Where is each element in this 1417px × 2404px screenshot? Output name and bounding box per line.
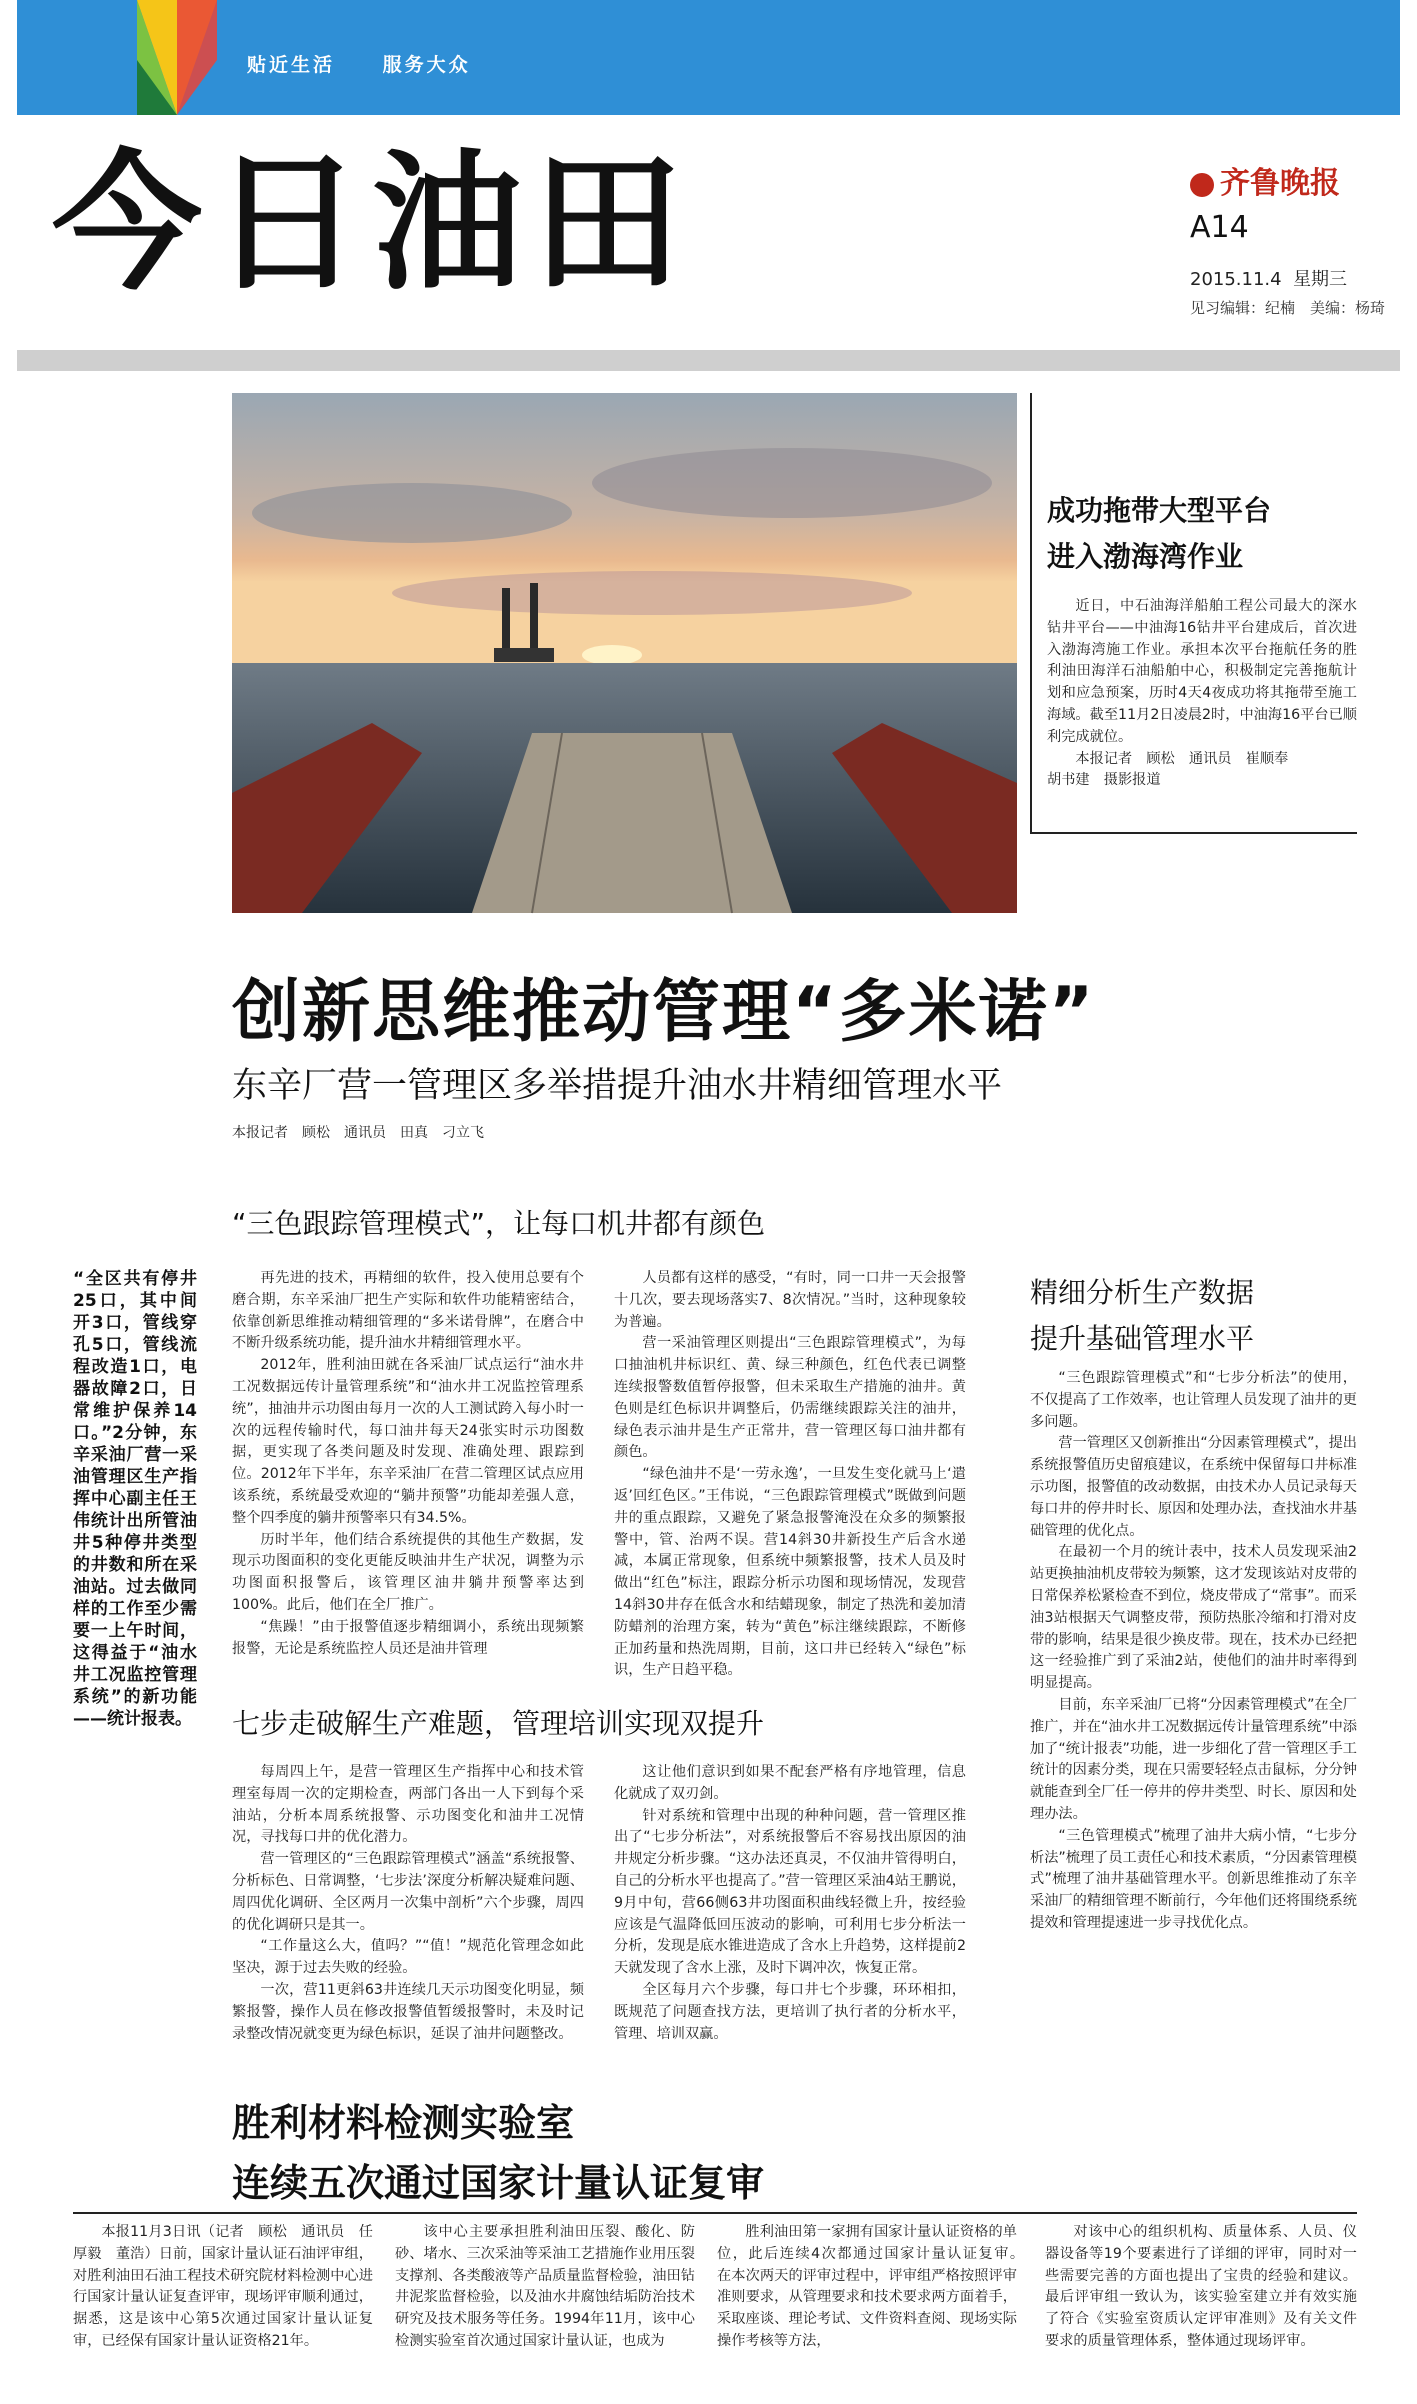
issue-date	[1190, 265, 1347, 291]
section-heading-three-color: “三色跟踪管理模式”，让每口机井都有颜色	[232, 1207, 766, 1240]
bottom-article-top-rule	[73, 2212, 1357, 2214]
bottom-column-1	[73, 2222, 373, 2398]
paragraph: “三色跟踪管理模式”和“七步分析法”的使用，不仅提高了工作效率，也让管理人员发现了油井的更多问题。	[1030, 1370, 1357, 1430]
top-banner	[17, 0, 1400, 115]
right-heading-line-1: 精细分析生产数据	[1030, 1276, 1255, 1309]
slogan-2: 服务大众	[382, 54, 471, 76]
paper-logo-icon	[1190, 173, 1214, 197]
paragraph: 一次，营11更斜63井连续几天示功图变化明显，频繁报警，操作人员在修改报警值暂缓报警时，未及时记录整改情况就变更为绿色标识，延误了油井问题整改。	[232, 1981, 584, 2042]
paragraph: 人员都有这样的感受，“有时，同一口井一天会报警十几次，要去现场落实7、8次情况。”当时，这种现象较为普遍。	[614, 1270, 966, 1330]
paragraph: “工作量这么大，值吗？”“值！”规范化管理念如此坚决，源于过去失败的经验。	[232, 1938, 584, 1977]
header-divider	[17, 350, 1400, 371]
paragraph: 营一管理区又创新推出“分因素管理模式”，提出系统报警值历史留痕建议，在系统中保留每口井标准示功图，报警值的改动数据，由技术办人员记录每天每口井的停井时长、原因和处理办法，查找油水井基础管理的优化点。	[1030, 1435, 1357, 1539]
paragraph: 历时半年，他们结合系统提供的其他生产数据，发现示功图面积的变化更能反映油井生产状况，调整为示功图面积报警后，该管理区油井躺井预警率达到100%。此后，他们在全厂推广。	[232, 1531, 584, 1613]
pull-quote: “全区共有停井25口，其中间开3口，管线穿孔5口，管线流程改造1口，电器故障2口，日常维护保养14口。”2分钟，东辛采油厂营一采油管理区生产指挥中心副主任王伟统计出所管油井5种停井类型的井数和所在采油站。过去做同样的工作至少需要一上午时间，这得益于“油水井工况监控管理系统”的新功能——统计报表。	[73, 1269, 197, 1729]
bottom-column-2	[395, 2222, 695, 2398]
page-number: A14	[1190, 210, 1249, 245]
photo-story-body	[1047, 596, 1357, 792]
paragraph: “焦躁！”由于报警值逐步精细调小，系统出现频繁报警，无论是系统监控人员还是油井管理	[232, 1618, 584, 1657]
section-heading-fine-analysis	[1030, 1270, 1254, 1362]
paragraph: “三色管理模式”梳理了油井大病小情，“七步分析法”梳理了员工责任心和技术素质，“分因素管理模式”梳理了油井基础管理水平。创新思维推动了东辛采油厂的精细管理不断前行，今年他们还将围绕系统提效和管理提速进一步寻找优化点。	[1030, 1827, 1357, 1931]
paragraph: “绿色油井不是‘一劳永逸’，一旦发生变化就马上‘遣返’回红色区。”王伟说，“三色跟踪管理模式”既做到问题井的重点跟踪，又避免了紧急报警淹没在众多的频繁报警中，管、治两不误。营14斜30井新投生产后含水递减，本属正常现象，但系统中频繁报警，技术人员及时做出“红色”标注，跟踪分析示功图和现场情况，发现营14斜30井存在低含水和结蜡现象，制定了热洗和姜加清防蜡剂的治理方案，转为“黄色”标注继续跟踪，不断修正加药量和热洗周期，目前，这口井已经转入“绿色”标识，生产日趋平稳。	[614, 1466, 966, 1679]
banner-slogan	[247, 50, 509, 77]
main-subheadline: 东辛厂营一管理区多举措提升油水井精细管理水平	[232, 1066, 1003, 1106]
photo-story-title-line-1: 成功拖带大型平台	[1047, 494, 1272, 527]
paragraph: 再先进的技术，再精细的软件，投入使用总要有个磨合期，东辛采油厂把生产实际和软件功能精密结合，依靠创新思维推动精细管理的“多米诺骨牌”，在磨合中不断升级系统功能，提升油水井精细管理水平。	[232, 1270, 584, 1352]
photo-story-text: 近日，中石油海洋船舶工程公司最大的深水钻井平台——中油海16钻井平台建成后，首次进入渤海湾施工作业。承担本次平台拖航任务的胜利油田海洋石油船舶中心，积极制定完善拖航计划和应急预案，历时4天4夜成功将其拖带至施工海域。截至11月2日凌晨2时，中油海16平台已顺利完成就位。	[1047, 598, 1357, 745]
photo-story-divider	[1030, 393, 1032, 833]
paragraph: 营一采油管理区则提出“三色跟踪管理模式”，为每口抽油机井标识红、黄、绿三种颜色，红色代表已调整连续报警数值暂停报警，但未采取生产措施的油井。黄色则是红色标识井调整后，仍需继续跟踪关注的油井，绿色表示油井是生产正常井，营一管理区每口油井都有颜色。	[614, 1335, 966, 1461]
paragraph: 该中心主要承担胜利油田压裂、酸化、防砂、堵水、三次采油等采油工艺措施作业用压裂支撑剂、各类酸液等产品质量监督检验，油田钻井泥浆监督检验，以及油水井腐蚀结垢防治技术研究及技术服务等任务。1994年11月，该中心检测实验室首次通过国家计量认证，也成为	[395, 2224, 695, 2349]
paragraph: 营一管理区的“三色跟踪管理模式”涵盖“系统报警、分析标色、日常调整，‘七步法’深度分析解决疑难问题、周四优化调研、全区两月一次集中剖析”六个步骤，周四的优化调研只是其一。	[232, 1851, 584, 1933]
paragraph: 在最初一个月的统计表中，技术人员发现采油2站更换抽油机皮带较为频繁，这才发现该站对皮带的日常保养松紧检查不到位，烧皮带成了“常事”。而采油3站根据天气调整皮带，预防热胀冷缩和打滑对皮带的影响，结果是很少换皮带。现在，技术办已经把这一经验推广到了采油2站，使他们的油井时率得到明显提高。	[1030, 1544, 1357, 1692]
article-column-1	[232, 1268, 584, 1660]
colorful-logo-icon	[137, 0, 217, 115]
main-headline: 创新思维推动管理“多米诺”	[232, 973, 1096, 1052]
article-column-3	[232, 1762, 584, 2045]
paragraph: 2012年，胜利油田就在各采油厂试点运行“油水井工况数据远传计量管理系统”和“油水井工况监控管理系统”，抽油井示功图由每月一次的人工测试跨入每小时一次的远程传输时代，每口油井每天24张实时示功图数据，更实现了各类问题及时发现、准确处理、跟踪到位。2012年下半年，东辛采油厂在营二管理区试点应用该系统，系统最受欢迎的“躺井预警”功能却差强人意，整个四季度的躺井预警率只有34.5%。	[232, 1357, 584, 1526]
paragraph: 全区每月六个步骤，每口井七个步骤，环环相扣，既规范了问题查找方法，更培训了执行者的分析水平，管理、培训双赢。	[614, 1981, 966, 2042]
editors-credit: 见习编辑：纪楠 美编：杨琦	[1190, 299, 1386, 317]
right-heading-line-2: 提升基础管理水平	[1030, 1322, 1255, 1355]
offshore-platform-photo	[232, 393, 1017, 913]
page-title: 今日油田	[52, 135, 693, 311]
main-byline: 本报记者 顾松 通讯员 田真 刁立飞	[232, 1125, 484, 1141]
article-column-right	[1030, 1368, 1357, 1935]
paragraph: 对该中心的组织机构、质量体系、人员、仪器设备等19个要素进行了详细的评审，同时对一些需要完善的方面也提出了宝贵的经验和建议。最后评审组一致认为，该实验室建立并有效实施了符合《实验室资质认定评审准则》及有关文件要求的质量管理体系，整体通过现场评审。	[1045, 2224, 1357, 2349]
paragraph: 胜利油田第一家拥有国家计量认证资格的单位，此后连续4次都通过国家计量认证复审。 在本次两天的评审过程中，评审组严格按照评审准则要求，从管理要求和技术要求两方面着手，采取座谈、理论考试、文件资料查阅、现场实际操作考核等方法，	[717, 2224, 1046, 2349]
bottom-headline-line-2: 连续五次通过国家计量认证复审	[232, 2161, 765, 2205]
bottom-column-4	[1045, 2222, 1357, 2398]
date-value: 2015.11.4	[1190, 269, 1282, 290]
article-column-2	[614, 1268, 966, 1682]
paragraph: 每周四上午，是营一管理区生产指挥中心和技术管理室每周一次的定期检查，两部门各出一人下到每个采油站，分析本周系统报警、示功图变化和油井工况情况，寻找每口井的优化潜力。	[232, 1764, 584, 1846]
paper-logo	[1190, 158, 1340, 202]
photo-story-credits-1: 本报记者 顾松 通讯员 崔顺奉	[1075, 750, 1289, 767]
slogan-1: 贴近生活	[247, 54, 336, 76]
photo-story-bottom-rule	[1030, 832, 1357, 834]
bottom-headline-line-1: 胜利材料检测实验室	[232, 2101, 575, 2145]
paragraph: 针对系统和管理中出现的种种问题，营一管理区推出了“七步分析法”，对系统报警后不容易找出原因的油井规定分析步骤。“这办法还真灵，不仅油井管得明白，自己的分析水平也提高了。”营一管理区采油4站王鹏说，9月中旬，营66侧63井功图面积曲线轻微上升，按经验应该是气温降低回压波动的影响，可利用七步分析法一分析，发现是底水锥进造成了含水上升趋势，这样提前2天就发现了含水上涨，及时下调冲次，恢复正常。	[614, 1807, 966, 1977]
paragraph: 本报11月3日讯（记者 顾松 通讯员 任厚毅 董浩）日前，国家计量认证石油评审组，对胜利油田石油工程技术研究院材料检测中心进行国家计量认证复查评审，现场评审顺利通过，据悉，这是该中心第5次通过国家计量认证复审，已经保有国家计量认证资格21年。	[73, 2224, 373, 2349]
paragraph: 目前，东辛采油厂已将“分因素管理模式”在全厂推广，并在“油水井工况数据远传计量管理系统”中添加了“统计报表”功能，进一步细化了营一管理区手工统计的因素分类，现在只需要轻轻点击鼠标，分分钟就能查到全厂任一停井的停井类型、时长、原因和处理办法。	[1030, 1696, 1357, 1822]
paragraph: 这让他们意识到如果不配套严格有序地管理，信息化就成了双刃剑。	[614, 1764, 966, 1802]
photo-story-credits-2: 胡书建 摄影报道	[1047, 772, 1161, 789]
section-heading-seven-steps: 七步走破解生产难题，管理培训实现双提升	[232, 1707, 765, 1740]
bottom-column-3	[717, 2222, 1046, 2398]
paper-name: 齐鲁晚报	[1220, 166, 1340, 201]
weekday: 星期三	[1293, 269, 1348, 290]
photo-story-title	[1047, 488, 1271, 580]
article-column-4	[614, 1762, 966, 2045]
photo-story-title-line-2: 进入渤海湾作业	[1047, 540, 1244, 573]
